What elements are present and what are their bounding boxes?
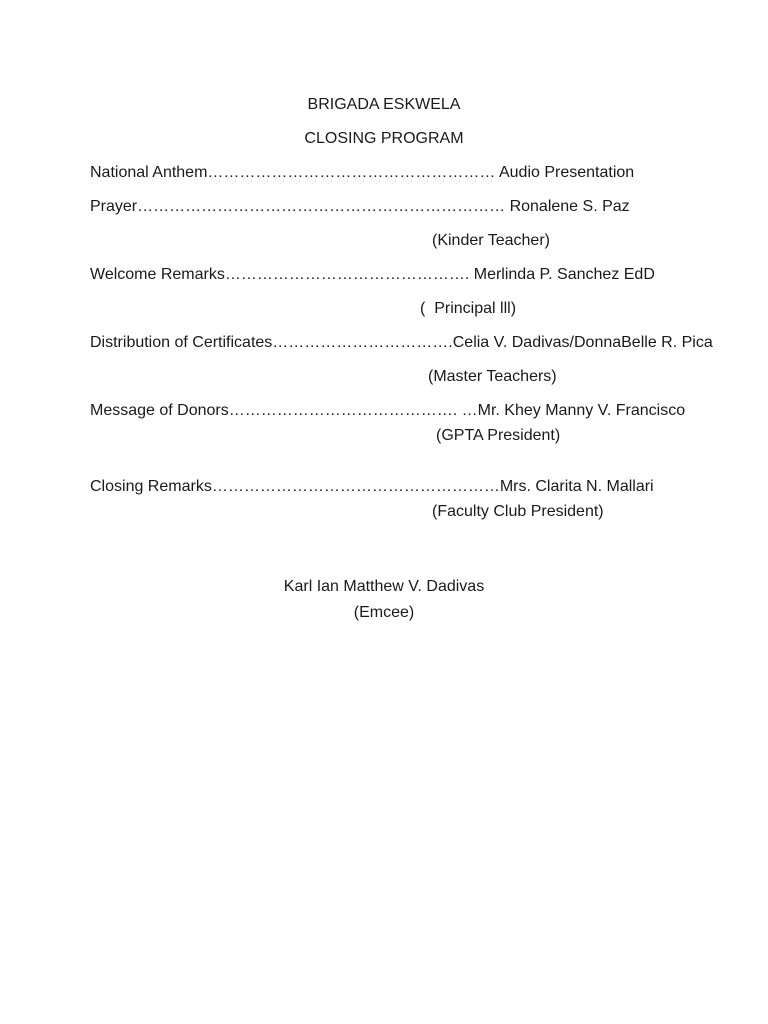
program-item-role: (Faculty Club President) — [432, 503, 604, 520]
program-item-prayer — [90, 197, 630, 217]
program-item-person: Audio Presentation — [495, 164, 635, 181]
program-item-person: Mrs. Clarita N. Mallari — [499, 478, 654, 495]
program-item-closing-remarks — [90, 477, 654, 497]
program-item-role: (Master Teachers) — [428, 368, 557, 385]
program-item-role: (GPTA President) — [436, 427, 561, 444]
program-item-role: ( Principal lll) — [420, 300, 517, 317]
program-item-person: …Mr. Khey Manny V. Francisco — [457, 402, 686, 419]
program-item-label: Prayer…………………………………………………………… — [90, 198, 506, 215]
document-subtitle: CLOSING PROGRAM — [304, 130, 464, 147]
program-item-message-of-donors — [90, 401, 685, 421]
emcee-name: Karl Ian Matthew V. Dadivas — [283, 578, 485, 595]
program-item-label: Message of Donors……………………………………. — [90, 402, 458, 419]
program-item-welcome-remarks — [90, 265, 655, 285]
program-item-label: Welcome Remarks………………………………………. — [90, 266, 470, 283]
program-item-person: Merlinda P. Sanchez EdD — [469, 266, 655, 283]
program-item-national-anthem — [90, 163, 634, 183]
program-item-person: Ronalene S. Paz — [505, 198, 630, 215]
program-item-role: (Kinder Teacher) — [432, 232, 550, 249]
emcee-role: (Emcee) — [353, 604, 415, 621]
program-item-label: Distribution of Certificates……………………………. — [90, 334, 453, 351]
program-item-label: National Anthem……………………………………………… — [90, 164, 496, 181]
program-item-person: Celia V. Dadivas/DonnaBelle R. Pica — [452, 334, 713, 351]
document-title: BRIGADA ESKWELA — [307, 96, 461, 113]
program-item-distribution-of-certificates — [90, 333, 713, 353]
program-item-label: Closing Remarks……………………………………………… — [90, 478, 500, 495]
